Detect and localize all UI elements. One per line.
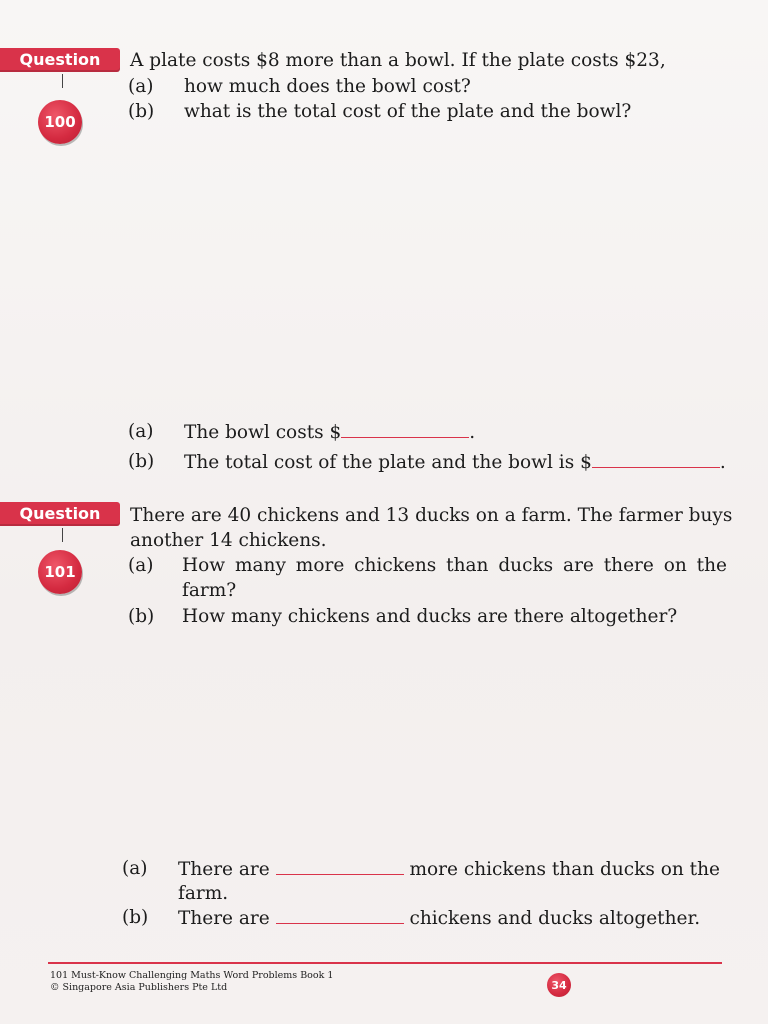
answer-b-label: (b) (128, 451, 155, 472)
answer-a-line (184, 419, 475, 445)
answer-b-line (178, 905, 700, 931)
footer-book-title: 101 Must-Know Challenging Maths Word Problems Book 1 (50, 970, 334, 981)
answer-b-suffix: . (719, 452, 726, 473)
answer-b-suffix: chickens and ducks altogether. (409, 908, 701, 929)
answer-a-label: (a) (122, 858, 148, 879)
answer-a-prefix: There are (178, 859, 270, 880)
answer-b-prefix: There are (178, 908, 270, 929)
answer-b-prefix: The total cost of the plate and the bowl is $ (184, 452, 592, 473)
tag-string (62, 74, 63, 88)
question-101-stem-line1: There are 40 chickens and 13 ducks on a farm. The farmer buys (130, 505, 733, 526)
answer-b-line (184, 449, 726, 475)
part-b-label: (b) (128, 606, 155, 627)
answer-a-blank[interactable] (341, 419, 469, 438)
part-a-label: (a) (128, 76, 154, 97)
tag-string (62, 528, 63, 542)
question-banner: Question (0, 48, 120, 72)
question-banner: Question (0, 502, 120, 526)
part-b-text: How many chickens and ducks are there altogether? (182, 606, 678, 627)
answer-b-label: (b) (122, 907, 149, 928)
part-a-text: How many more chickens than ducks are there on the (182, 555, 727, 576)
answer-b-blank[interactable] (276, 905, 404, 924)
part-a-label: (a) (128, 555, 154, 576)
page-number-badge: 34 (547, 973, 571, 997)
part-a-text-cont: farm? (182, 580, 237, 601)
question-number-tag: 100 (38, 100, 82, 144)
question-101-stem-line2: another 14 chickens. (130, 530, 327, 551)
answer-a-blank[interactable] (276, 856, 404, 875)
question-100-stem: A plate costs $8 more than a bowl. If the plate costs $23, (130, 50, 666, 71)
answer-a-label: (a) (128, 421, 154, 442)
footer-copyright: © Singapore Asia Publishers Pte Ltd (50, 982, 228, 993)
answer-a-suffix: more chickens than ducks on the (409, 859, 720, 880)
part-a-text: how much does the bowl cost? (184, 76, 471, 97)
answer-a-cont: farm. (178, 883, 229, 904)
answer-a-suffix: . (469, 422, 476, 443)
part-b-label: (b) (128, 101, 155, 122)
question-number-tag: 101 (38, 550, 82, 594)
footer-divider (48, 962, 722, 964)
answer-a-prefix: The bowl costs $ (184, 422, 342, 443)
answer-a-line (178, 856, 720, 882)
part-b-text: what is the total cost of the plate and the bowl? (184, 101, 632, 122)
answer-b-blank[interactable] (592, 449, 720, 468)
